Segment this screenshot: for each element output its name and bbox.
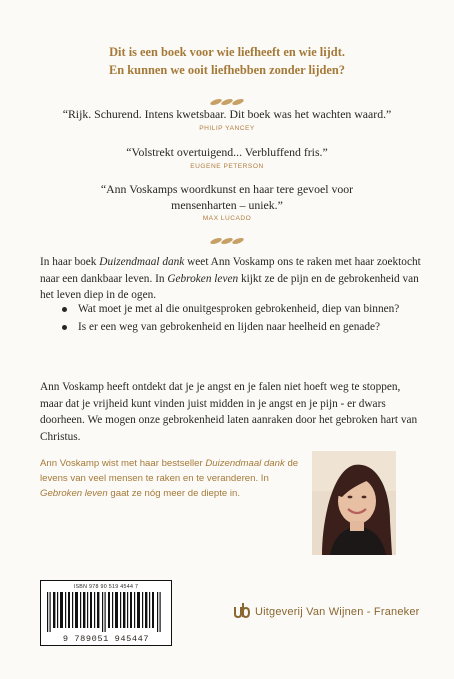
publisher-name: Uitgeverij Van Wijnen - Franeker [255, 606, 420, 618]
book-title: Duizendmaal dank [205, 458, 285, 469]
barcode [40, 580, 172, 646]
bio-text: gaat ze nóg meer de diepte in. [107, 488, 241, 500]
list-item: Is er een weg van gebrokenheid en lijden naar heelheid en genade? [62, 320, 422, 336]
isbn-label: ISBN 978 90 519 4544 7 [73, 584, 139, 590]
quote-yancey [40, 107, 414, 132]
intro-text: weet Ann Voskamp ons te raken met haar zoektocht naar een dankbaar leven. In [40, 256, 421, 285]
question-list [62, 302, 422, 337]
book-title: Duizendmaal dank [99, 256, 185, 268]
book-title: Gebroken leven [167, 272, 239, 285]
quote-text-line-2: mensenharten – uniek.” [171, 197, 283, 212]
intro-text: kijkt ze de pijn en de gebrokenheid van het leven diep in de ogen. [40, 272, 419, 302]
quote-author: EUGENE PETERSON [190, 162, 264, 170]
bio-text: de levens van veel mensen te raken en te veranderen. In [40, 458, 299, 485]
barcode-number: 9 789051 945447 [62, 634, 150, 644]
intro-text: In haar boek [40, 256, 100, 268]
barcode-bars [45, 592, 167, 632]
quote-text [40, 182, 414, 213]
publisher-logo-icon [233, 601, 251, 626]
quote-peterson [40, 145, 414, 170]
quote-author: PHILIP YANCEY [199, 124, 255, 132]
leaf-ornament-icon [0, 233, 454, 251]
intro-paragraph [40, 254, 422, 304]
author-bio [40, 456, 312, 502]
quote-author: MAX LUCADO [202, 215, 252, 222]
book-title: Gebroken leven [40, 488, 108, 500]
tagline [30, 43, 424, 79]
body-paragraph: Ann Voskamp heeft ontdekt dat je je angst en je falen niet hoeft weg te stoppen, maar dat je vrijheid kunt vinden juist midden in je angst en je pijn - er dwars doorheen. We mogen onze gebrokenheid laten aanraken door het gebroken hart van Christus. [40, 381, 418, 443]
author-photo [312, 451, 396, 555]
quote-text-line-1: “Ann Voskamps woordkunst en haar tere gevoel voor [100, 182, 354, 196]
quote-lucado [40, 182, 414, 222]
quote-text: “Rijk. Schurend. Intens kwetsbaar. Dit boek was het wachten waard.” [62, 107, 392, 121]
tagline-line-2: En kunnen we ooit liefhebben zonder lijden? [109, 63, 345, 77]
bio-text: Ann Voskamp wist met haar bestseller [40, 458, 206, 469]
quote-text: “Volstrekt overtuigend... Verbluffend fris.” [126, 145, 328, 159]
list-item: Wat moet je met al die onuitgesproken gebrokenheid, diep van binnen? [62, 302, 422, 318]
tagline-line-1: Dit is een boek voor wie liefheeft en wie lijdt. [109, 45, 345, 59]
